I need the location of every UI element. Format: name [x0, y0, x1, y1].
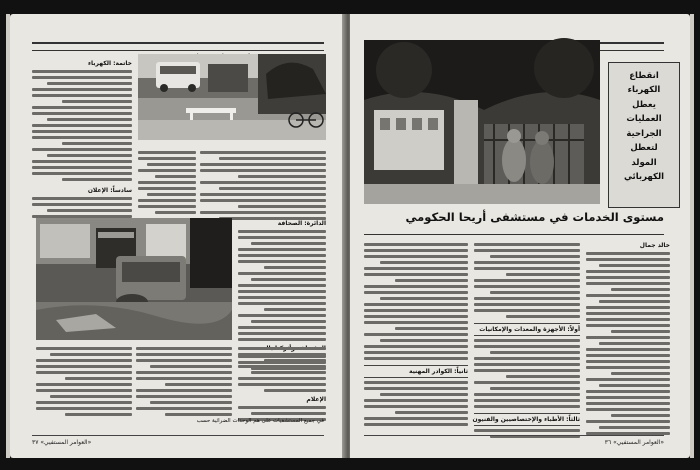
section-heading: الدائرة: الصحافة [277, 220, 326, 227]
article-headline: مستوى الخدمات في مستشفى أريحا الحكومي [405, 210, 664, 224]
left-footer-note: في جميع المستشفيات على هم الوحدات الضرائية حسب [196, 418, 324, 424]
callout-line: العمليات الجراحية [626, 114, 662, 139]
article-col-3 [364, 240, 468, 424]
photo-generator-yard [36, 218, 232, 340]
left-col-text-1 [200, 148, 326, 212]
callout-box [608, 62, 680, 208]
right-folio: «العوامر المستفيي» ٣٦ [604, 439, 664, 446]
left-col-text-6 [136, 344, 232, 416]
article-col-2 [474, 240, 580, 424]
left-col-text-7 [36, 344, 132, 416]
article-col-1 [586, 240, 670, 424]
article-subhead: أولاً: الأجهزة والمعدات والإمكانيات [474, 323, 580, 336]
left-col-text-4 [238, 218, 326, 344]
photo-vehicle-courtyard [138, 54, 326, 140]
page-edge-right [690, 14, 694, 458]
left-folio: «العوامر المستفيي» ٣٧ [32, 439, 92, 446]
headline-rule [364, 234, 664, 235]
article-subhead: ثانياً: الكوادر المهنية [364, 365, 468, 378]
right-page [350, 14, 690, 458]
right-folio-rule [364, 435, 664, 436]
article-subhead: ثالثاً: الأطباء والإختصاصيين والفنيون [474, 413, 580, 426]
callout-line: لتعطل [630, 143, 658, 154]
photo-hospital-entrance [364, 40, 600, 204]
article-author: خالد جمال [639, 242, 670, 249]
left-folio-rule [32, 435, 324, 436]
left-col-text-2 [138, 148, 196, 212]
callout-line: انقطاع الكهرباء [627, 71, 661, 96]
left-col-text-3 [32, 58, 132, 210]
left-page [10, 14, 346, 458]
left-col-text-5 [238, 344, 326, 416]
left-top-rule [32, 42, 324, 51]
section-heading: سادساً: الإعلان [87, 187, 132, 194]
section-heading: الإعلام [306, 396, 326, 403]
callout-line: المولد الكهربائي [623, 157, 665, 183]
section-heading: خاتمة: الكهرباء [87, 60, 132, 67]
callout-line: يعطل [632, 99, 656, 110]
